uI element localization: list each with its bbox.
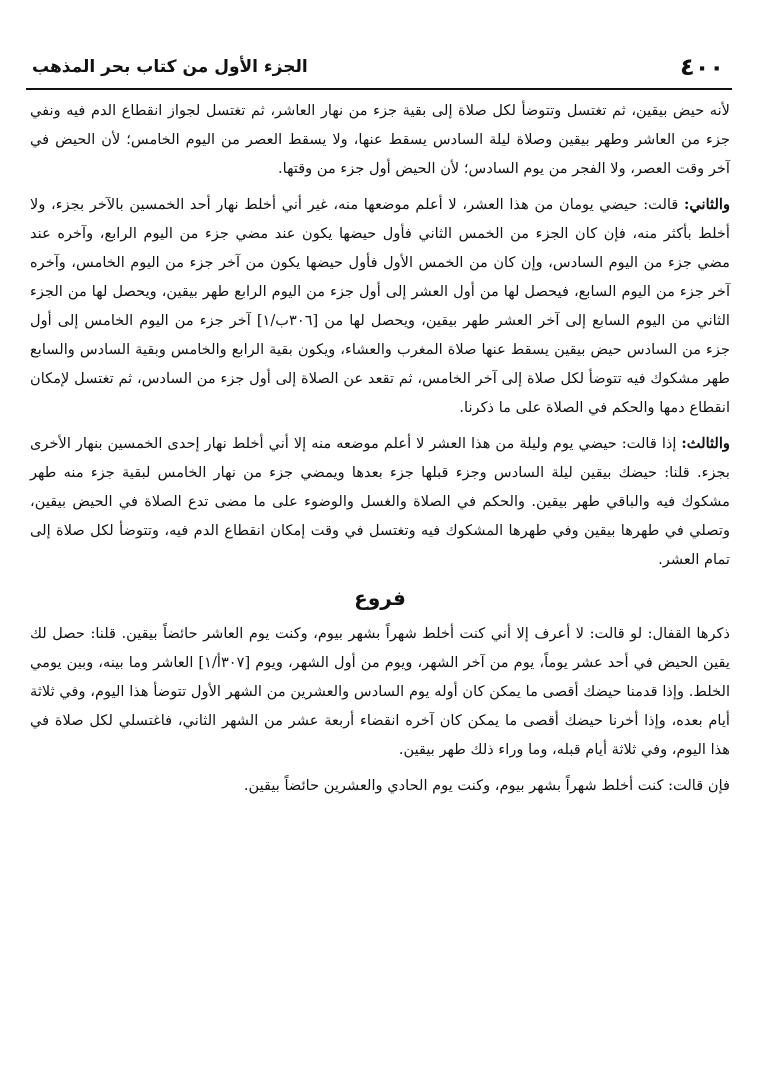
paragraph bbox=[30, 771, 730, 800]
paragraph bbox=[30, 96, 730, 183]
page-body bbox=[30, 96, 730, 807]
page-number: ٤٠٠ bbox=[680, 53, 724, 81]
paragraph-text: ذكرها القفال: لو قالت: لا أعرف إلا أني كنت أخلط شهراً بشهر بيوم، وكنت يوم العاشر حائضاً بيقين. قلنا: حصل لك يقين الحيض في أحد عشر يوماً، يوم من آخر الشهر، ويوم من أول الشهر، ويوم [٣٠٧أ/١] العاشر وما بينه، وبين يومي الخلط. وإذا قدمنا حيضك أقصى ما يمكن كان أوله يوم السادس والعشرين من الشهر الأول تتوضأ هذا اليوم، وفي ثلاثة أيام بعده، وإذا أخرنا حيضك أقصى ما يمكن كان آخره انقضاء أربعة عشر من الشهر الثاني، فاغتسلي لكل صلاة في هذا اليوم، وفي ثلاثة أيام قبله، وما وراء ذلك طهر بيقين. bbox=[30, 625, 730, 758]
page-header bbox=[26, 46, 732, 88]
paragraph bbox=[30, 429, 730, 574]
paragraph-text: قالت: حيضي يومان من هذا العشر، لا أعلم موضعها منه، غير أني أخلط نهار أحد الخمسين بالآخر بجزء، ولا أخلط بأكثر منه، فإن كان الجزء من الخمس الثاني فأول حيضها يكون عند مضي جزء من اليوم الرابع، وآخره عند مضي جزء من اليوم السادس، وإن كان من الخمس الأول فأول حيضها يكون من آخر جزء من اليوم الخامس، وآخره آخر جزء من اليوم السابع، فيحصل لها من أول العشر إلى أول جزء من اليوم الرابع طهر بيقين، ويحصل لها من الجزء الثاني من اليوم السابع إلى آخر العشر طهر بيقين، ويحصل لها من [٣٠٦ب/١] آخر جزء من اليوم الخامس إلى أول جزء من السادس حيض بيقين يسقط عنها صلاة المغرب والعشاء، ويكون بقية الرابع والخامس وبقية السادس والسابع طهر مشكوك فيه تتوضأ لكل صلاة إلى آخر الخامس، ثم تقعد عن الصلاة إلى أول جزء من السادس، ثم تغتسل لإمكان انقطاع دمها والحكم في الصلاة على ما ذكرنا. bbox=[30, 196, 730, 416]
paragraph-text: لأنه حيض بيقين، ثم تغتسل وتتوضأ لكل صلاة إلى بقية جزء من نهار العاشر، ثم تغتسل لجواز انقطاع الدم فيه ونفي جزء من العاشر وطهر بيقين وصلاة ليلة السادس يسقط عنها، ولا يسقط العصر من اليوم الخامس؛ لأن الحيض في آخر وقت العصر، ولا الفجر من يوم السادس؛ لأن الحيض أول جزء من وقتها. bbox=[30, 102, 730, 177]
header-rule bbox=[26, 88, 732, 90]
paragraph-text: إذا قالت: حيضي يوم وليلة من هذا العشر لا أعلم موضعه منه إلا أني أخلط نهار إحدى الخمسين بنهار الأخرى بجزء. قلنا: حيضك بيقين ليلة السادس وجزء قبلها جزء بعدها ويمضي جزء من نهار الخامس لبقية جزء منه طهر مشكوك فيه والباقي طهر بيقين. والحكم في الصلاة والغسل والوضوء على ما مضى تدع الصلاة في الحيض بيقين، وتصلي في طهرها بيقين وفي طهرها المشكوك فيه وتغتسل في وقت إمكان انقطاع الدم فيه، وتتوضأ لكل صلاة إلى تمام العشر. bbox=[30, 435, 730, 568]
paragraph bbox=[30, 190, 730, 422]
paragraph bbox=[30, 619, 730, 764]
paragraph-lead: والثاني: bbox=[683, 196, 730, 213]
paragraph-lead: والثالث: bbox=[681, 435, 730, 452]
running-title: الجزء الأول من كتاب بحر المذهب bbox=[32, 57, 308, 77]
paragraph-text: فإن قالت: كنت أخلط شهراً بشهر بيوم، وكنت يوم الحادي والعشرين حائضاً بيقين. bbox=[243, 777, 730, 794]
section-heading: فروع bbox=[354, 586, 406, 610]
